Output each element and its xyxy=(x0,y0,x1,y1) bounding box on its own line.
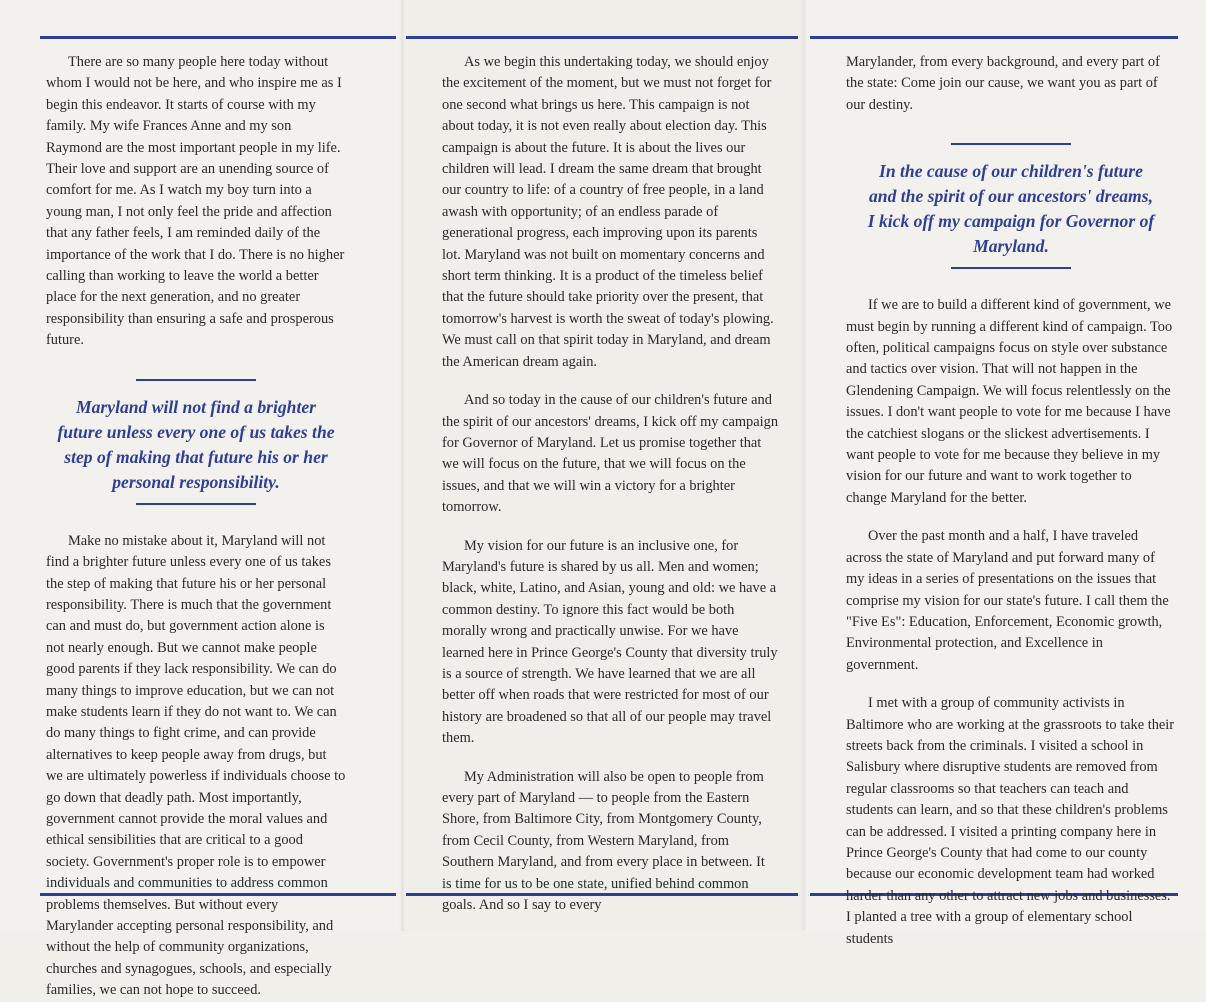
top-rule xyxy=(406,36,798,39)
paragraph-family: There are so many people here today without whom I would not be here, and who inspire me as I begin this endeavor. It starts of course with my family. My wife Frances Anne and my son Raymond are the most important people in my life. Their love and support are an unending source of comfort for me. As I watch my boy turn into a young man, I not only feel the pride and affection that any father feels, I am reminded daily of the importance of the work that I do. There is no higher calling than working to leave the world a better place for the next generation, and no greater responsibility than ensuring a safe and prosperous future. xyxy=(46,54,345,349)
pull-quote: In the cause of our children's future and the spirit of our ancestors' dreams, I kick off my campaign for Governor of Maryland. xyxy=(867,161,1155,257)
pull-quote-block xyxy=(46,379,346,505)
fold-line xyxy=(801,0,807,931)
column-right xyxy=(846,52,1176,950)
column-left xyxy=(46,52,346,1002)
pull-quote-block xyxy=(846,143,1176,269)
pull-quote-rule xyxy=(951,267,1071,269)
paragraph-kickoff: And so today in the cause of our children's future and the spirit of our ancestors' dreams, I kick off my campaign for Governor of Maryland. Let us promise together that we will focus on the future, that we will focus on the issues, and that we will win a victory for a brighter tomorrow. xyxy=(442,392,779,516)
pull-quote-rule xyxy=(136,503,256,505)
paragraph-administration: My Administration will also be open to people from every part of Maryland — to people from the Eastern Shore, from Baltimore City, from Montgomery County, from Cecil County, from Western Maryland, from Southern Maryland, and from every place in between. It is time for us to be one state, unified behind common goals. And so I say to every xyxy=(442,768,765,914)
fold-line xyxy=(399,0,405,931)
paragraph-five-es: Over the past month and a half, I have traveled across the state of Maryland and put forward many of my ideas in a series of presentations on the issues that comprise my vision for our state's future. I call them the "Five Es": Education, Enforcement, Economic growth, Environmental protection, and Excellence in government. xyxy=(846,528,1169,673)
pull-quote: Maryland will not find a brighter future unless every one of us takes the step of making that future his or her personal responsibility. xyxy=(57,396,335,492)
paragraph-vision: My vision for our future is an inclusive one, for Maryland's future is shared by us all. Men and women; black, white, Latino, and Asian, young and old: we have a common destiny. To ignore this fact would be both morally wrong and practically unwise. For we have learned here in Prince George's County that diversity truly is a source of strength. We have learned that we are all better off when roads that were restricted for most of our history are broadened so that all of our people may travel them. xyxy=(442,537,778,747)
top-rule xyxy=(40,36,396,39)
column-center xyxy=(442,52,778,916)
top-rule xyxy=(810,36,1178,39)
pull-quote-rule xyxy=(136,379,256,381)
paragraph-travels: I met with a group of community activists in Baltimore who are working at the grassroots to take their streets back from the criminals. I visited a school in Salisbury where disruptive students are removed from regular classrooms so that teachers can teach and students can learn, and so that these children's problems can be addressed. I visited a printing company here in Prince George's County that had come to our county because our economic development team had worked harder than any other to attract new jobs and businesses. I planted a tree with a group of elementary school students xyxy=(846,695,1175,947)
paragraph-continued: Marylander, from every background, and every part of the state: Come join our cause, we want you as part of our destiny. xyxy=(846,54,1160,113)
paragraph-campaign: If we are to build a different kind of government, we must begin by running a different kind of campaign. Too often, political campaigns focus on style over substance and tactics over vision. That will not happen in the Glendening Campaign. We will focus relentlessly on the issues. I don't want people to vote for me because I have the catchiest slogans or the slickest advertisements. I want people to vote for me because they believe in my vision for our future and want to work together to change Maryland for the better. xyxy=(846,297,1173,506)
paragraph-undertaking: As we begin this undertaking today, we should enjoy the excitement of the moment, but we must not forget for one second what brings us here. This campaign is not about today, it is not even really about election day. This campaign is about the future. It is about the lives our children will lead. I dream the same dream that brought our country to life: of a country of free people, in a land awash with opportunity; of an endless parade of generational progress, each improving upon its parents lot. Maryland was not built on momentary concerns and short term thinking. It is a product of the timeless belief that the future should take priority over the present, that tomorrow's harvest is worth the sweat of today's plowing. We must call on that spirit today in Maryland, and dream the American dream again. xyxy=(442,54,774,370)
paragraph-responsibility: Make no mistake about it, Maryland will not find a brighter future unless every one of us takes the step of making that future his or her personal responsibility. There is much that the government can and must do, but government action alone is not nearly enough. But we cannot make people good parents if they lack responsibility. We can do many things to improve education, but we can not make students learn if they do not want to. We can do many things to fight crime, and can provide alternatives to keep people away from drugs, but we are ultimately powerless if individuals choose to go down that deadly path. Most importantly, government cannot provide the moral values and ethical sensibilities that are critical to a good society. Government's proper role is to empower individuals and communities to address common problems themselves. But without every Marylander accepting personal responsibility, and without the help of community organizations, churches and synagogues, schools, and especially families, we can not hope to succeed. xyxy=(46,532,346,999)
pull-quote-rule xyxy=(951,143,1071,145)
